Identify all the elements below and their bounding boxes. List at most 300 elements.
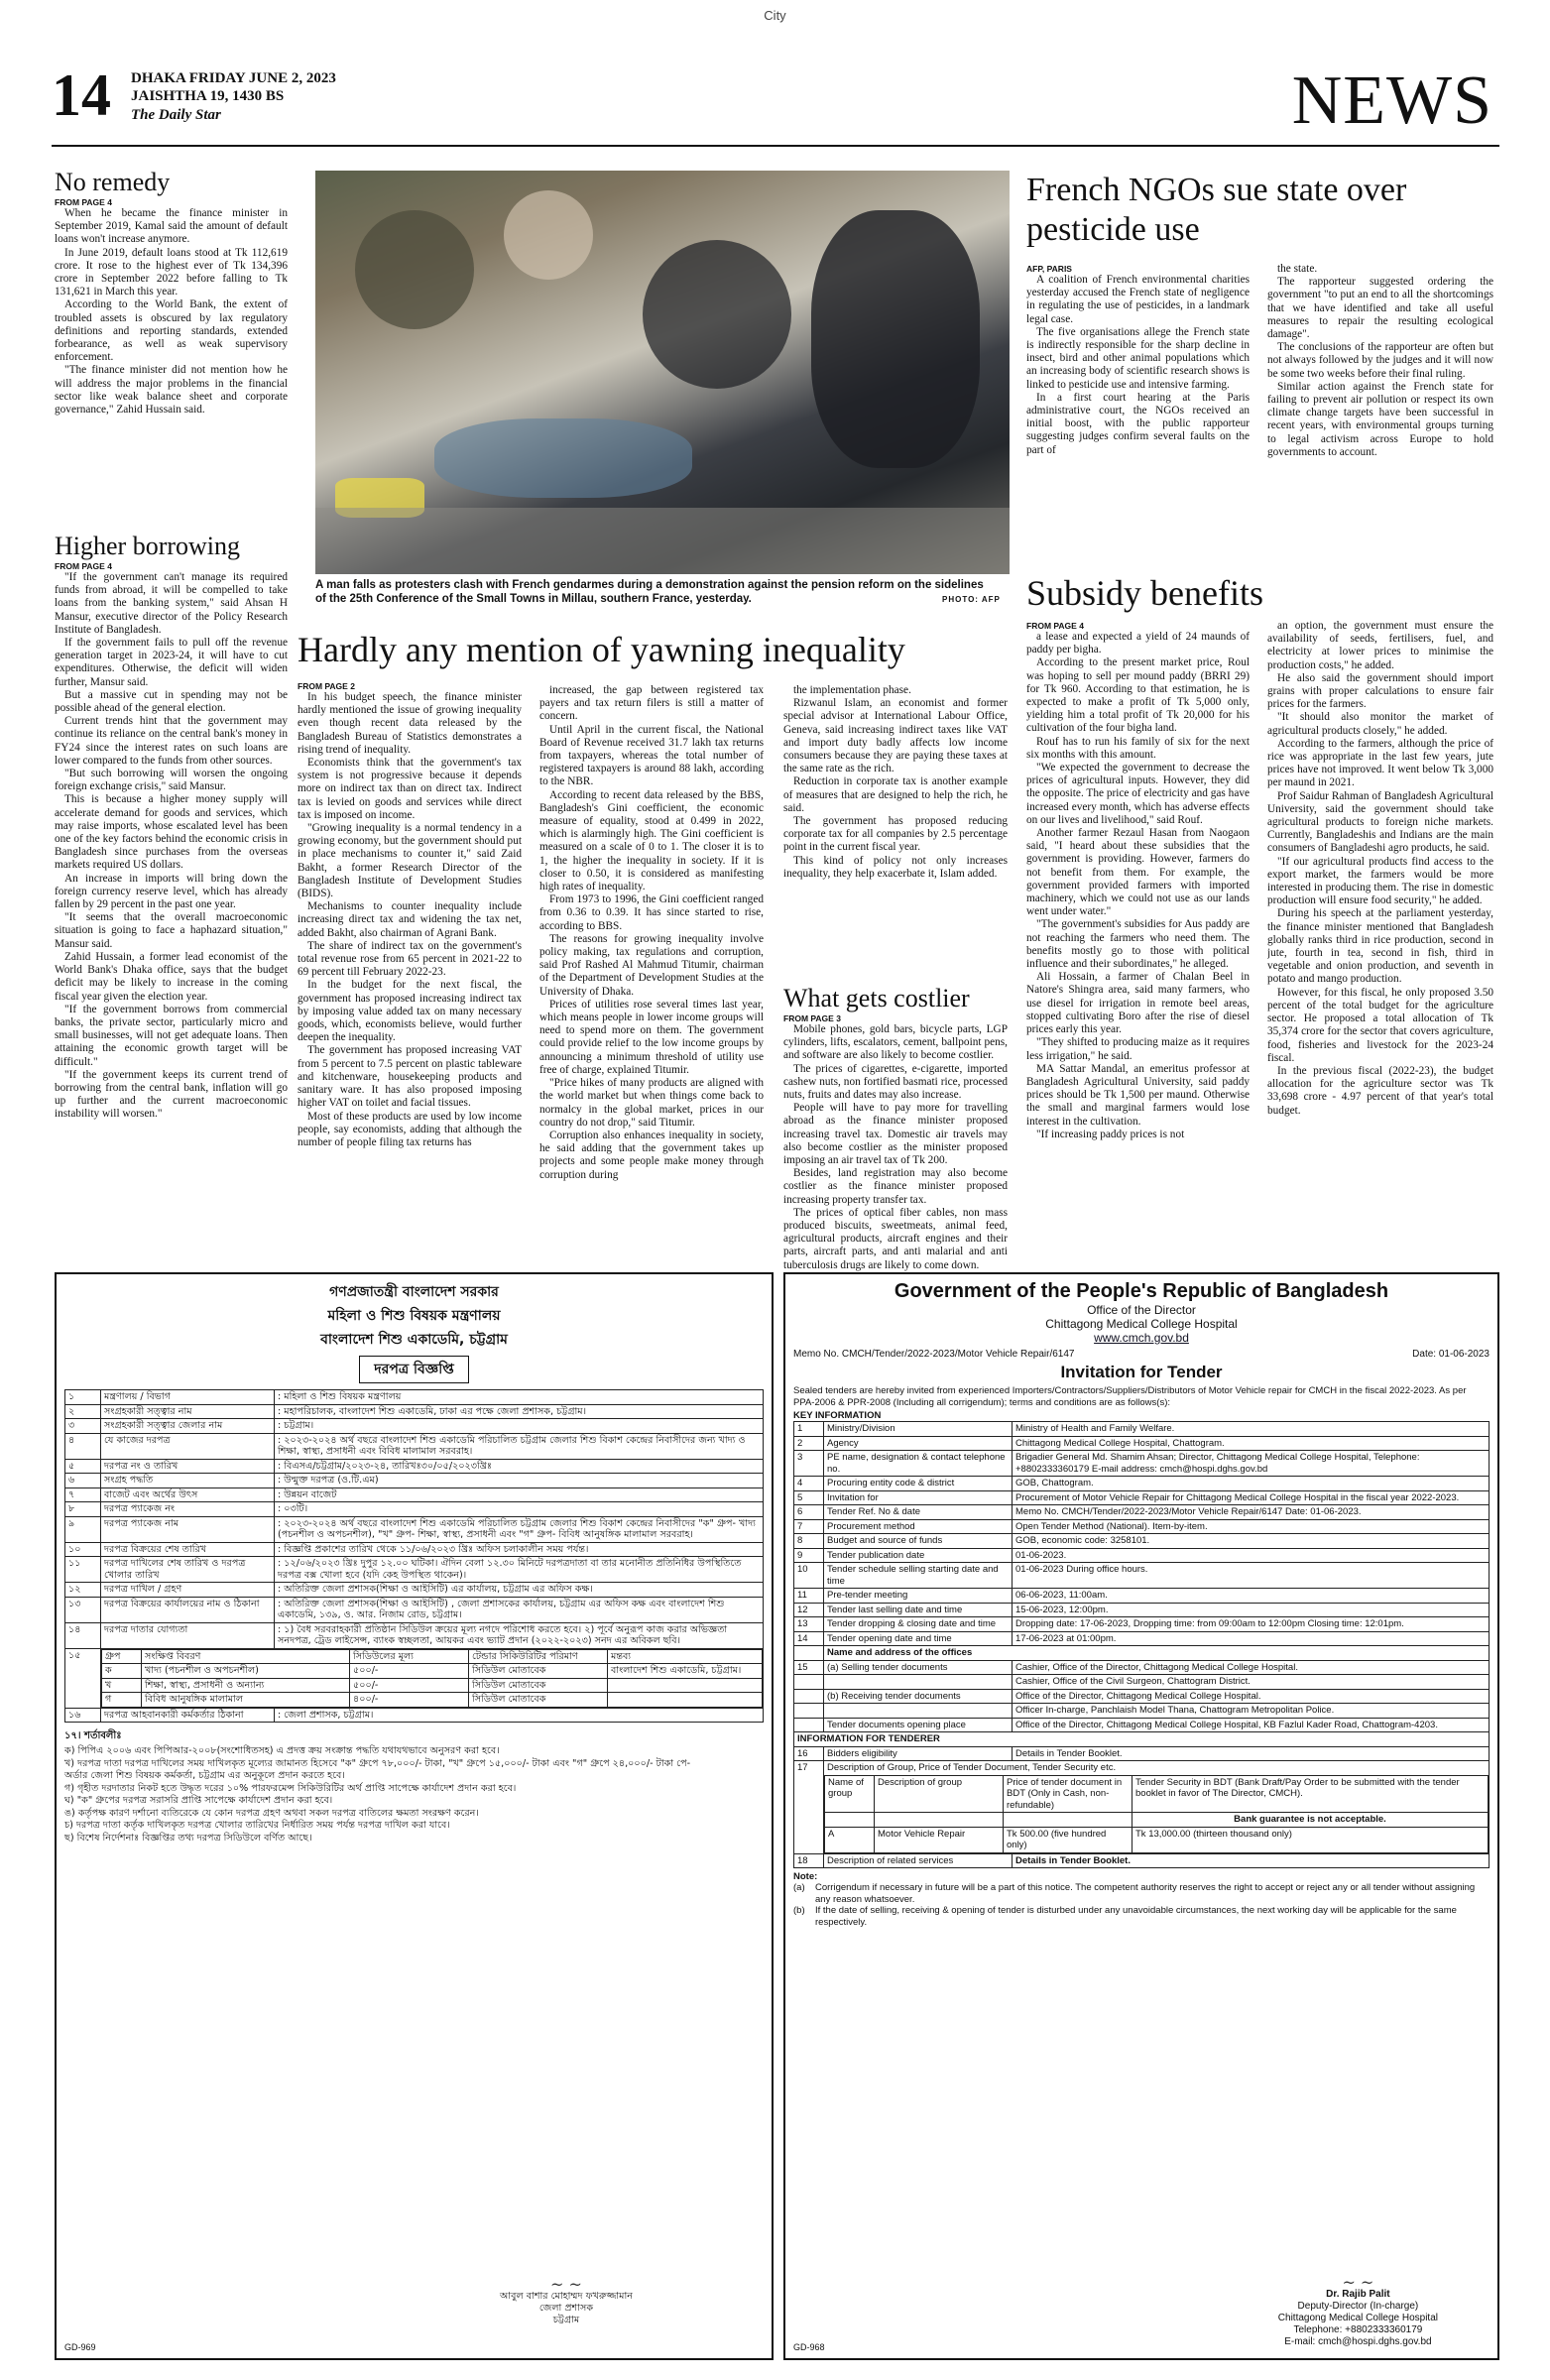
row-value: : উন্নয়ন বাজেট: [275, 1488, 764, 1502]
row-number: 13: [794, 1617, 824, 1632]
paragraph: the implementation phase.: [793, 684, 911, 696]
row-value: 06-06-2023, 11:00am.: [1013, 1589, 1490, 1604]
row-number: ১৫: [65, 1648, 101, 1708]
row-value: Brigadier General Md. Shamim Ahsan; Director, Chittagong Medical College Hospital, Telephone: +8802333360179 E-mail address: cmch@hospi.dghs.gov.bd: [1013, 1451, 1490, 1477]
table-row: [794, 1761, 1490, 1854]
schedule-price: ৪০০/-: [350, 1693, 469, 1708]
group-code: গ: [102, 1693, 142, 1708]
paragraph: "Growing inequality is a normal tendency in a growing economy, but the government should put in place mechanisms to counter it," said Zaid Bakht, a former Research Director of the Bangladesh Institute of Development Studies (BIDS).: [298, 822, 522, 900]
story-body: [55, 571, 288, 1122]
row-label: Procurement method: [824, 1519, 1013, 1534]
row-number: ১৪: [65, 1622, 101, 1648]
table-row: [794, 1617, 1490, 1632]
ad-header-academy: বাংলাদেশ শিশু একাডেমি, চট্টগ্রাম: [320, 1332, 508, 1348]
story-body: [1267, 620, 1493, 1118]
note-marker: (b): [793, 1905, 805, 1916]
group-code: খ: [102, 1678, 142, 1693]
group-header-cell: Name of group: [825, 1775, 875, 1813]
schedule-price: ৫০০/-: [350, 1664, 469, 1679]
gd-code: GD-969: [64, 2342, 96, 2352]
row-number: 14: [794, 1631, 824, 1646]
note-item: [793, 1905, 1490, 1928]
paragraph: According to the farmers, although the price of rice was appropriate in the last few years, jute prices have not improved. It went below Tk 3,000 per maund in 2021.: [1267, 737, 1493, 789]
row-value: : চট্টগ্রাম।: [275, 1419, 764, 1434]
ad-notice-title: দরপত্র বিজ্ঞপ্তি: [359, 1356, 468, 1383]
office-value: Cashier, Office of the Director, Chittagong Medical College Hospital.: [1013, 1660, 1490, 1675]
table-row: [794, 1548, 1490, 1563]
story-body: [1026, 631, 1250, 1141]
paragraph: The prices of cigarettes, e-cigarette, imported cashew nuts, non fortified basmati rice, processed nuts, fruits and dates may also increase.: [783, 1062, 1008, 1102]
row-value: Details in Tender Booklet.: [1013, 1853, 1490, 1868]
paragraph: "It should also monitor the market of agricultural products closely," he added.: [1267, 711, 1493, 737]
paragraph: "If our agricultural products find access to the export market, the farmers would be more interested in producing them. The rise in domestic production will ensure food security," he added.: [1267, 855, 1493, 907]
group-price-table: [824, 1775, 1489, 1853]
schedule-price: ৫০০/-: [350, 1678, 469, 1693]
condition-item: ছ) বিশেষ নির্দেশনাঃ বিজ্ঞপ্তির তথ্য দরপত্র সিডিউলে বর্ণিত আছে।: [64, 1832, 312, 1844]
paragraph: The government has proposed increasing VAT from 5 percent to 7.5 percent on plastic tableware and kitchenware, housekeeping products and sanitary ware. It has also proposed imposing higher VAT on toilet and facial tissues.: [298, 1044, 522, 1110]
empty-cell: [794, 1718, 824, 1732]
group-header-cell: গ্রুপ: [102, 1649, 142, 1664]
row-number: 1: [794, 1422, 824, 1437]
gd-code: GD-968: [793, 2342, 825, 2352]
row-number: ৩: [65, 1419, 101, 1434]
ad-header-ministry: মহিলা ও শিশু বিষয়ক মন্ত্রণালয়: [327, 1308, 501, 1324]
headline-french: French NGOs sue state over pesticide use: [1026, 172, 1407, 248]
story-body: [783, 684, 1008, 881]
paragraph: If the government fails to pull off the revenue generation target in 2023-24, it will have to cut expenditures. Otherwise, the deficit will widen further, Mansur said.: [55, 637, 288, 688]
table-row: [825, 1827, 1489, 1852]
paragraph: This is because a higher money supply will accelerate demand for goods and services, which may raise imports, whose escalated level has been one of the key factors behind the economic crisis in Bangladesh since purchases from the overseas markets required US dollars.: [55, 793, 288, 872]
row-value: : ১) বৈধ সরবরাহকারী প্রতিষ্ঠান সিডিউল ক্রয়ের মূল্য নগদে পরিশোধ করতে হবে। ২) পূর্বে অনুরূপ কাজ করার অভিজ্ঞতা সনদপত্র, ট্রেড লাইসেন্স, ব্যাংক স্বচ্ছলতা, আয়কর এবং ভ্যাট প্রদান (২০২২-২০২৩) সনদ এর অবিকল ছবি।: [275, 1622, 764, 1648]
paragraph: Prices of utilities rose several times last year, which means people in lower income groups will need to spend more on them. The government could provide relief to the low income groups by announcing a minimum threshold of utility use free of charge, explained Titumir.: [539, 998, 764, 1076]
ad-tender-cmch: [783, 1272, 1499, 2360]
story-costlier: [783, 985, 1008, 1272]
row-label: Procuring entity code & district: [824, 1477, 1013, 1491]
group-header-cell: Description of group: [875, 1775, 1004, 1813]
group-header-cell: Price of tender document in BDT (Only in Cash, non-refundable): [1004, 1775, 1133, 1813]
row-number: ১৬: [65, 1708, 101, 1723]
row-value: : অতিরিক্ত জেলা প্রশাসক(শিক্ষা ও আইসিটি) এর কার্যালয়, চট্টগ্রাম এর অফিস কক্ষ।: [275, 1583, 764, 1598]
office-value: Officer In-charge, Panchlaish Model Thana, Chattogram Metropolitan Police.: [1013, 1704, 1490, 1719]
note-text: If the date of selling, receiving & opening of tender is disturbed under any unavoidable circumstances, the next working day will be applicable for the same respectively.: [815, 1905, 1457, 1928]
paragraph: Besides, land registration may also become costlier as the finance minister proposed increasing property transfer tax.: [783, 1167, 1008, 1206]
row-label: সংগ্রহকারী সত্ত্বার জেলার নাম: [101, 1419, 275, 1434]
paragraph: Similar action against the French state for failing to prevent air pollution or respect its own climate change targets have been successful in recent years, with environmental groups turning to legal activism across Europe to hold governments to account.: [1267, 380, 1493, 458]
paragraph: A coalition of French environmental charities yesterday accused the French state of negligence in regulating the use of pesticides, in a landmark legal case.: [1026, 274, 1250, 325]
paragraph: increased, the gap between registered tax payers and tax return filers is still a matter of concern.: [539, 684, 764, 723]
story-body: [539, 684, 764, 1182]
table-row: [794, 1853, 1490, 1868]
empty-cell: [794, 1689, 824, 1704]
paragraph: "If the government keeps its current trend of borrowing from the central bank, inflation will go up further and the current macroeconomic instability will worsen.": [55, 1068, 288, 1121]
story-body: [783, 1023, 1008, 1272]
row-value: : বিএসএ/চট্টগ্রাম/২০২৩-২৪, তারিখঃ৩০/০৫/২০২৩খ্রিঃ: [275, 1459, 764, 1474]
office-value: Cashier, Office of the Civil Surgeon, Chattogram District.: [1013, 1675, 1490, 1690]
row-label: দরপত্র দাতার যোগ্যতা: [101, 1622, 275, 1648]
paragraph: However, for this fiscal, he only proposed 3.50 percent of the total budget for the agriculture sector. He proposed a total allocation of Tk 35,374 crore for the sector that covers agriculture, food, fisheries and livestock for the 2023-24 fiscal.: [1267, 986, 1493, 1064]
section-title: NEWS: [1291, 62, 1492, 139]
paragraph: People will have to pay more for travelling abroad as the finance minister proposed increasing travel tax. Domestic air travels may also become costlier as the minister proposed imposing an air travel tax of Tk 200.: [783, 1102, 1008, 1167]
table-row: [794, 1436, 1490, 1451]
paragraph: But a massive cut in spending may not be possible ahead of the general election.: [55, 688, 288, 715]
row-number: ৫: [65, 1459, 101, 1474]
row-label: দরপত্র প্যাকেজ নং: [101, 1502, 275, 1517]
row-label: PE name, designation & contact telephone no.: [824, 1451, 1013, 1477]
table-row: [65, 1502, 764, 1517]
table-row: [794, 1477, 1490, 1491]
paragraph: a lease and expected a yield of 24 maunds of paddy per bigha.: [1026, 631, 1250, 656]
table-row: [65, 1390, 764, 1405]
row-label: দরপত্র দাখিলের শেষ তারিখ ও দরপত্র খোলার তারিখ: [101, 1557, 275, 1583]
table-row: [794, 1603, 1490, 1617]
news-photo: [315, 171, 1010, 574]
paragraph: the state.: [1277, 263, 1318, 275]
paragraph: The share of indirect tax on the government's total revenue rose from 65 percent in 2021-22 to 69 percent till February 2022-23.: [298, 939, 522, 979]
row-number: ৪: [65, 1433, 101, 1459]
ad-office: Office of the Director: [1087, 1303, 1196, 1317]
table-row: [65, 1516, 764, 1542]
dateline: [131, 69, 336, 105]
paragraph: "We expected the government to decrease the prices of agricultural inputs. However, they did the opposite. The price of electricity and gas have increased every month, which has adverse effects on our lives and livelihood," said Rouf.: [1026, 762, 1250, 826]
paragraph: "If the government can't manage its required funds from abroad, it will be compelled to take loans from the banking system," said Ahsan H Mansur, executive director of the Policy Research Institute of Bangladesh.: [55, 571, 288, 636]
table-row: [794, 1732, 1490, 1747]
row-value: 01-06-2023 During office hours.: [1013, 1563, 1490, 1589]
paragraph: Until April in the current fiscal, the National Board of Revenue received 31.7 lakh tax returns from taxpayers, whereas the total number of registered taxpayers is around 88 lakh, according to the NBR.: [539, 723, 764, 788]
memo-date: Date: 01-06-2023: [1412, 1349, 1490, 1360]
paragraph: From 1973 to 1996, the Gini coefficient ranged from 0.36 to 0.39. It has since started to rise, according to BBS.: [539, 893, 764, 932]
note-item: [793, 1882, 1490, 1905]
row-label: দরপত্র আহবানকারী কর্মকর্তার ঠিকানা: [101, 1708, 275, 1723]
paragraph: "The finance minister did not mention how he will address the major problems in the financial sector like weak balance sheet and corporate governance," Zahid Hussain said.: [55, 364, 288, 416]
row-value: : মহাপরিচালক, বাংলাদেশ শিশু একাডেমি, ঢাকা এর পক্ষে জেলা প্রশাসক, চট্টগ্রাম।: [275, 1404, 764, 1419]
row-number: ৬: [65, 1474, 101, 1488]
row-number: 9: [794, 1548, 824, 1563]
signature-name: Dr. Rajib Palit: [1326, 2289, 1390, 2300]
table-row: [794, 1519, 1490, 1534]
tender-intro: Sealed tenders are hereby invited from experienced Importers/Contractors/Suppliers/Distributors of Motor Vehicle repair for CMCH in the fiscal 2022-2023. As per PPA-2006 & PPR-2008 (Including all corrigendum); terms and conditions are as follows(s):: [793, 1385, 1467, 1408]
paper-name: The Daily Star: [131, 107, 221, 123]
key-info-title: KEY INFORMATION: [793, 1410, 882, 1421]
note-marker: (a): [793, 1882, 805, 1893]
condition-item: খ) দরপত্র দাতা দরপত্র দাখিলের সময় দাখিলকৃত মূল্যের জামানত হিসেবে "ক" গ্রুপে ৭৮,০০০/- টাকা, "খ" গ্রুপে ১৫,০০০/- টাকা এবং "গ" গ্রুপে ২৪,০০০/- টাকা পে-অর্ডার জেলা শিশু বিষয়ক কর্মকর্তা, চট্টগ্রাম এর অনুকূলে প্রদান করতে হবে।: [64, 1757, 691, 1781]
jump-label: FROM PAGE 3: [783, 1013, 841, 1023]
row-number: ২: [65, 1404, 101, 1419]
group-header-cell: সিডিউলের মূল্য: [350, 1649, 469, 1664]
table-row: [102, 1678, 763, 1693]
row-number: ১২: [65, 1583, 101, 1598]
invitation-title: Invitation for Tender: [1060, 1363, 1223, 1381]
headline-inequality: Hardly any mention of yawning inequality: [298, 630, 905, 669]
conditions-title: ১৭। শর্তাবলীঃ: [64, 1730, 122, 1741]
photo-credit: PHOTO: AFP: [942, 595, 1001, 604]
row-value: : জেলা প্রশাসক, চট্টগ্রাম।: [275, 1708, 764, 1723]
ad-tender-bangla: [55, 1272, 774, 2360]
subsidy-col-1: [1026, 620, 1250, 1141]
row-label: Tender opening date and time: [824, 1631, 1013, 1646]
paragraph: According to the World Bank, the extent of troubled assets is obscured by lax regulatory definitions and reporting standards, extended forbearance, as well as weak supervisory enforcement.: [55, 298, 288, 364]
date-gregorian: DHAKA FRIDAY JUNE 2, 2023: [131, 70, 336, 86]
table-row: [794, 1589, 1490, 1604]
paragraph: This kind of policy not only increases inequality, they help exacerbate it, Islam added.: [783, 854, 1008, 880]
french-col-2: [1267, 263, 1493, 459]
masthead-rule: [52, 145, 1499, 147]
row-value: Details in Tender Booklet.: [1013, 1746, 1490, 1761]
table-row: [794, 1746, 1490, 1761]
table-row: [65, 1622, 764, 1648]
table-row: [794, 1704, 1490, 1719]
row-number: 15: [794, 1660, 824, 1675]
signature-org: Chittagong Medical College Hospital: [1277, 2313, 1438, 2323]
office-label: Tender documents opening place: [824, 1718, 1013, 1732]
office-label: [824, 1704, 1013, 1719]
paragraph: The prices of optical fiber cables, non mass produced biscuits, sweetmeats, animal feed, agricultural products, aircraft engines and their parts, aircraft parts, and anti malarial and anti tuberculosis drugs are likely to come down.: [783, 1206, 1008, 1271]
row-label: Tender dropping & closing date and time: [824, 1617, 1013, 1632]
headline-subsidy: Subsidy benefits: [1026, 573, 1263, 613]
group-cell: A: [825, 1827, 875, 1852]
paragraph: During his speech at the parliament yesterday, the finance minister mentioned that Bangladesh globally ranks third in rice production, second in jute, fourth in tea, second in fish, third in vegetable and onion production, and seventh in potato and mango production.: [1267, 907, 1493, 986]
group-cell: Tk 500.00 (five hundred only): [1004, 1827, 1133, 1852]
paragraph: "If the government borrows from commercial banks, the private sector, particularly micro and small businesses, will not get adequate loans. Then attaining the economic growth target will be difficult.": [55, 1003, 288, 1068]
paragraph: In June 2019, default loans stood at Tk 112,619 crore. It rose to the highest ever of Tk 134,396 crore in September 2022 before falling to Tk 131,621 in March this year.: [55, 246, 288, 298]
paragraph: Corruption also enhances inequality in society, he said adding that the government takes up projects and some people make money through corruption during: [539, 1129, 764, 1181]
jump-label: FROM PAGE 4: [1026, 621, 1084, 631]
row-number: 16: [794, 1746, 824, 1761]
table-row: [65, 1404, 764, 1419]
offices-header: Name and address of the offices: [824, 1646, 1490, 1661]
paragraph: "If increasing paddy prices is not: [1036, 1128, 1185, 1140]
paragraph: Another farmer Rezaul Hasan from Naogaon said, "I heard about these subsidies that the government is providing. However, farmers do not benefit from them. For example, the government provided farmers with imported machinery, which we could not use as our lands went under water.": [1026, 827, 1250, 918]
row-number: 6: [794, 1505, 824, 1520]
row-label: Tender Ref. No & date: [824, 1505, 1013, 1520]
group-description: বিবিধ আনুষঙ্গিক মালামাল: [142, 1693, 350, 1708]
table-row: [794, 1422, 1490, 1437]
ad-header-govt: গণপ্রজাতন্ত্রী বাংলাদেশ সরকার: [329, 1284, 499, 1300]
story-no-remedy: [55, 169, 288, 416]
group-header-cell: টেন্ডার সিকিউরিটির পরিমাণ: [469, 1649, 608, 1664]
french-col-1: [1026, 263, 1250, 457]
table-row: [794, 1689, 1490, 1704]
table-row: [65, 1433, 764, 1459]
paragraph: In his budget speech, the finance minister hardly mentioned the issue of growing inequality even though recent data released by the Bangladesh Bureau of Statistics demonstrates a rising trend of inequality.: [298, 691, 522, 756]
row-label: Tender schedule selling starting date and time: [824, 1563, 1013, 1589]
table-row: [794, 1660, 1490, 1675]
office-label: (b) Receiving tender documents: [824, 1689, 1013, 1704]
table-row: [794, 1505, 1490, 1520]
row-label: Ministry/Division: [824, 1422, 1013, 1437]
paragraph: "The government's subsidies for Aus paddy are not reaching the farmers who need them. The benefits mostly go to those with political influence and their subordinates," he alleged.: [1026, 918, 1250, 971]
note-title: Note:: [793, 1871, 818, 1882]
ad-signature-block: [499, 2275, 633, 2326]
group-cell: Motor Vehicle Repair: [875, 1827, 1004, 1852]
paragraph: "They shifted to producing maize as it requires less irrigation," he said.: [1026, 1036, 1250, 1062]
paragraph: Prof Saidur Rahman of Bangladesh Agricultural University, said the government should take agricultural products to foreign niche markets. Currently, Bangladeshis and Indians are the main consumers of Bangladeshi agro products, he said.: [1267, 789, 1493, 855]
office-label: [824, 1675, 1013, 1690]
group-header-cell: Tender Security in BDT (Bank Draft/Pay Order to be submitted with the tender booklet in favor of The Director, CMCH).: [1133, 1775, 1489, 1813]
row-value: Chittagong Medical College Hospital, Chattogram.: [1013, 1436, 1490, 1451]
row-label: Description of related services: [824, 1853, 1013, 1868]
ad-website-link[interactable]: www.cmch.gov.bd: [1094, 1331, 1189, 1345]
signature-scribble: ~ ~: [1342, 2273, 1374, 2292]
group-header-cell: মন্তব্য: [608, 1649, 763, 1664]
table-row: [794, 1646, 1490, 1661]
row-value: Ministry of Health and Family Welfare.: [1013, 1422, 1490, 1437]
inequality-col-2: [539, 684, 764, 1182]
signature-title: Deputy-Director (In-charge): [1297, 2301, 1419, 2312]
group-description: খাদ্য (পচনশীল ও অপচনশীল): [142, 1664, 350, 1679]
table-row: [65, 1419, 764, 1434]
info-tenderer-title: INFORMATION FOR TENDERER: [794, 1732, 1490, 1747]
row-label: Bidders eligibility: [824, 1746, 1013, 1761]
ad-signature-block: [1277, 2273, 1438, 2348]
table-row: [65, 1583, 764, 1598]
row-value: Open Tender Method (National). Item-by-item.: [1013, 1519, 1490, 1534]
paragraph: The rapporteur suggested ordering the government "to put an end to all the shortcomings that we have identified and take all useful measures to repair the resulting ecological damage".: [1267, 276, 1493, 341]
note-text: Corrigendum if necessary in future will be a part of this notice. The competent authority reserves the right to accept or reject any or all tender without assigning any reason whatsoever.: [815, 1882, 1476, 1905]
story-body: [1267, 263, 1493, 459]
table-row: [794, 1563, 1490, 1589]
group-code: ক: [102, 1664, 142, 1679]
row-label: Agency: [824, 1436, 1013, 1451]
office-value: Office of the Director, Chittagong Medical College Hospital.: [1013, 1689, 1490, 1704]
row-label: বাজেট এবং অর্থের উৎস: [101, 1488, 275, 1502]
ad-hospital: Chittagong Medical College Hospital: [1045, 1317, 1238, 1331]
table-row: [794, 1451, 1490, 1477]
paragraph: Mobile phones, gold bars, bicycle parts, LGP cylinders, lifts, escalators, cement, ballpoint pens, and software are also likely to become costlier.: [783, 1023, 1008, 1062]
paragraph: Rizwanul Islam, an economist and former special advisor at International Labour Office, Geneva, said increasing indirect taxes like VAT and import duty badly affects low income consumers because they are paying these taxes at the same rate as the rich.: [783, 697, 1008, 775]
row-value: GOB, economic code: 3258101.: [1013, 1534, 1490, 1549]
table-row: [65, 1488, 764, 1502]
row-label: Budget and source of funds: [824, 1534, 1013, 1549]
table-row: [794, 1534, 1490, 1549]
row-label: দরপত্র নং ও তারিখ: [101, 1459, 275, 1474]
condition-item: চ) দরপত্র দাতা কর্তৃক দাখিলকৃত দরপত্র খোলার তারিখের নির্ধারিত সময় পর্যন্ত দরপত্র দাখিল করা যাবে।: [64, 1820, 450, 1831]
row-number: 7: [794, 1519, 824, 1534]
row-number: ৯: [65, 1516, 101, 1542]
row-number: 11: [794, 1589, 824, 1604]
jump-label: FROM PAGE 2: [298, 681, 355, 691]
ad-info-table: [64, 1389, 764, 1723]
headline: What gets costlier: [783, 984, 970, 1012]
row-value: : মহিলা ও শিশু বিষয়ক মন্ত্রণালয়: [275, 1390, 764, 1405]
office-value: Office of the Director, Chittagong Medical College Hospital, KB Fazlul Kader Road, Chattogram-4203.: [1013, 1718, 1490, 1732]
signature-scribble: ~ ~: [550, 2275, 582, 2294]
story-higher-borrowing: [55, 533, 288, 1122]
row-value: : উন্মুক্ত দরপত্র (ও.টি.এম): [275, 1474, 764, 1488]
paragraph: According to the present market price, Roul was hoping to sell per mound paddy (BRRI 29) for Tk 960. According to that estimation, he is expected to make a profit of Tk 5,000 only, yielding him a total profit of Tk 20,000 for his cultivation of the four bigha land.: [1026, 656, 1250, 735]
row-value: Procurement of Motor Vehicle Repair for Chittagong Medical College Hospital in the fiscal year 2022-2023.: [1013, 1490, 1490, 1505]
security-amount: সিডিউল মোতাবেক: [469, 1693, 608, 1708]
photo-caption: A man falls as protesters clash with French gendarmes during a demonstration against the pension reform on the sidelines of the 25th Conference of the Small Towns in Millau, southern France, yesterday.: [315, 579, 984, 605]
office-label: (a) Selling tender documents: [824, 1660, 1013, 1675]
signature-place: চট্টগ্রাম: [552, 2315, 580, 2325]
signature-email: E-mail: cmch@hospi.dghs.gov.bd: [1284, 2336, 1432, 2347]
paragraph: Zahid Hussain, a former lead economist of the World Bank's Dhaka office, says that the budget deficit may be likely to increase in the coming fiscal year given the election year.: [55, 950, 288, 1003]
row-label: দরপত্র দাখিল / গ্রহণ: [101, 1583, 275, 1598]
row-number: 18: [794, 1853, 824, 1868]
remark: [608, 1693, 763, 1708]
paragraph: He also said the government should import grains with proper calculations to ensure fair prices for the farmers.: [1267, 671, 1493, 711]
ad-title: Government of the People's Republic of Bangladesh: [894, 1280, 1389, 1302]
table-row: [65, 1474, 764, 1488]
row-value: : অতিরিক্ত জেলা প্রশাসক(শিক্ষা ও আইসিটি) , জেলা প্রশাসকের কার্যালয়, চট্টগ্রাম এর অফিস কক্ষ এবং বাংলাদেশ শিশু একাডেমি, ১৩৯, ও. আর. নিজাম রোড, চট্টগ্রাম।: [275, 1597, 764, 1622]
headline: No remedy: [55, 168, 171, 196]
table-row: [65, 1542, 764, 1557]
table-row: [65, 1459, 764, 1474]
row-label: সংগ্রহ পদ্ধতি: [101, 1474, 275, 1488]
table-row: [65, 1597, 764, 1622]
table-row: [65, 1648, 764, 1708]
table-row: [794, 1490, 1490, 1505]
row-number: ১০: [65, 1542, 101, 1557]
row-value: : ২০২৩-২০২৪ অর্থ বছরে বাংলাদেশ শিশু একাডেমি পরিচালিত চট্টগ্রাম জেলার শিশু বিকাশ কেন্দ্রের নিবাসীদের জন্য খাদ্য ও শিক্ষা, স্বাস্থ্য, প্রসাধনী এবং বিবিধ মালামাল সরবরাহ।: [275, 1433, 764, 1459]
group-desc-line: Description of Group, Price of Tender Document, Tender Security etc.: [827, 1762, 1117, 1773]
story-body: [55, 207, 288, 416]
paragraph: MA Sattar Mandal, an emeritus professor at Bangladesh Agricultural University, said paddy prices should be Tk 1,500 per maund. Otherwise the small and marginal farmers would lose interest in the cultivation.: [1026, 1062, 1250, 1128]
row-number: ৮: [65, 1502, 101, 1517]
condition-item: গ) গৃহীত দরদাতার নিকট হতে উদ্ধৃত দরের ১০% পারফরমেন্স সিকিউরিটির অর্থ প্রাপ্তি সাপেক্ষে কার্যাদেশ প্রদান করা হবে।: [64, 1782, 517, 1794]
paragraph: Reduction in corporate tax is another example of measures that are designed to help the rich, he said.: [783, 775, 1008, 814]
paragraph: In the previous fiscal (2022-23), the budget allocation for the agriculture sector was Tk 33,698 crore - 4.97 percent of that year's total budget.: [1267, 1064, 1493, 1117]
row-value: : বিজ্ঞপ্তি প্রকাশের তারিখ থেকে ১১/০৬/২০২৩ খ্রিঃ অফিস চলাকালীন সময় পর্যন্ত।: [275, 1542, 764, 1557]
row-number: 10: [794, 1563, 824, 1589]
paragraph: According to recent data released by the BBS, Bangladesh's Gini coefficient, the economic measure of equality, stood at 0.499 in 2022, which is alarmingly high. The Gini coefficient is measured on a scale of 0 to 1. The closer it is to 1, the higher the inequality in society. If it is closer to 0.50, it is considered as manifesting high rates of inequality.: [539, 788, 764, 893]
row-label: মন্ত্রণালয় / বিভাগ: [101, 1390, 275, 1405]
paragraph: "Price hikes of many products are aligned with the world market but when things come back to normalcy in the global market, prices in our country do not drop," said Titumir.: [539, 1077, 764, 1129]
dateline-agency: AFP, PARIS: [1026, 264, 1072, 274]
security-amount: সিডিউল মোতাবেক: [469, 1664, 608, 1679]
table-row: [65, 1708, 764, 1723]
signature-name: আবুল বাশার মোহাম্মদ ফখরুজ্জামান: [499, 2291, 633, 2302]
inequality-col-1: [298, 680, 522, 1149]
row-number: ১১: [65, 1557, 101, 1583]
signature-phone: Telephone: +8802333360179: [1293, 2324, 1423, 2335]
paragraph: The government has proposed reducing corporate tax for all companies by 2.5 percentage point in the current fiscal year.: [783, 815, 1008, 854]
row-number: 4: [794, 1477, 824, 1491]
row-value: 17-06-2023 at 01:00pm.: [1013, 1631, 1490, 1646]
table-row: [794, 1631, 1490, 1646]
row-label: Pre-tender meeting: [824, 1589, 1013, 1604]
row-label: যে কাজের দরপত্র: [101, 1433, 275, 1459]
group-header-cell: সংক্ষিপ্ত বিবরণ: [142, 1649, 350, 1664]
row-number: 3: [794, 1451, 824, 1477]
paragraph: Current trends hint that the government may continue its reliance on the central bank's money in FY24 since the interest rates on such loans are lower compared to the funds from other sources.: [55, 715, 288, 767]
tender-info-table: [793, 1421, 1490, 1868]
paragraph: The five organisations allege the French state is indirectly responsible for the sharp decline in insect, bird and other animal populations which an increasing body of scientific research shows is linked to pesticide use and intensive farming.: [1026, 325, 1250, 391]
memo-number: Memo No. CMCH/Tender/2022-2023/Motor Vehicle Repair/6147: [793, 1349, 1075, 1360]
bank-note: Bank guarantee is not acceptable.: [1133, 1813, 1489, 1828]
table-row: [794, 1675, 1490, 1690]
row-label: দরপত্র প্যাকেজ নাম: [101, 1516, 275, 1542]
signature-title: জেলা প্রশাসক: [538, 2303, 594, 2314]
row-number: ১: [65, 1390, 101, 1405]
security-amount: সিডিউল মোতাবেক: [469, 1678, 608, 1693]
paragraph: Economists think that the government's tax system is not progressive because it depends more on indirect tax than on direct tax. Indirect tax is levied on goods and services while direct tax is imposed on income.: [298, 757, 522, 821]
jump-label: FROM PAGE 4: [55, 197, 112, 207]
story-body: [298, 691, 522, 1149]
row-number: 2: [794, 1436, 824, 1451]
paragraph: An increase in imports will bring down the foreign currency reserve level, which has already fallen by 29 percent in the past one year.: [55, 872, 288, 911]
paragraph: The conclusions of the rapporteur are often but not always followed by the judges and it will now be some two weeks before their final ruling.: [1267, 341, 1493, 380]
row-label: দরপত্র বিক্রয়ের কার্যালয়ের নাম ও ঠিকানা: [101, 1597, 275, 1622]
edition-label: City: [764, 8, 786, 23]
paragraph: Most of these products are used by low income people, say economists, adding that although the number of people filing tax returns has: [298, 1110, 522, 1148]
paragraph: In the budget for the next fiscal, the government has proposed increasing indirect tax by imposing value added tax on many necessary goods, which, economists believe, would further deepen the inequality.: [298, 979, 522, 1044]
paragraph: When he became the finance minister in September 2019, Kamal said the amount of default loans won't increase anymore.: [55, 207, 288, 246]
page-number: 14: [52, 62, 111, 128]
inequality-col-3: [783, 684, 1008, 881]
conditions-list: [64, 1745, 699, 1844]
date-bangla: JAISHTHA 19, 1430 BS: [131, 88, 285, 104]
